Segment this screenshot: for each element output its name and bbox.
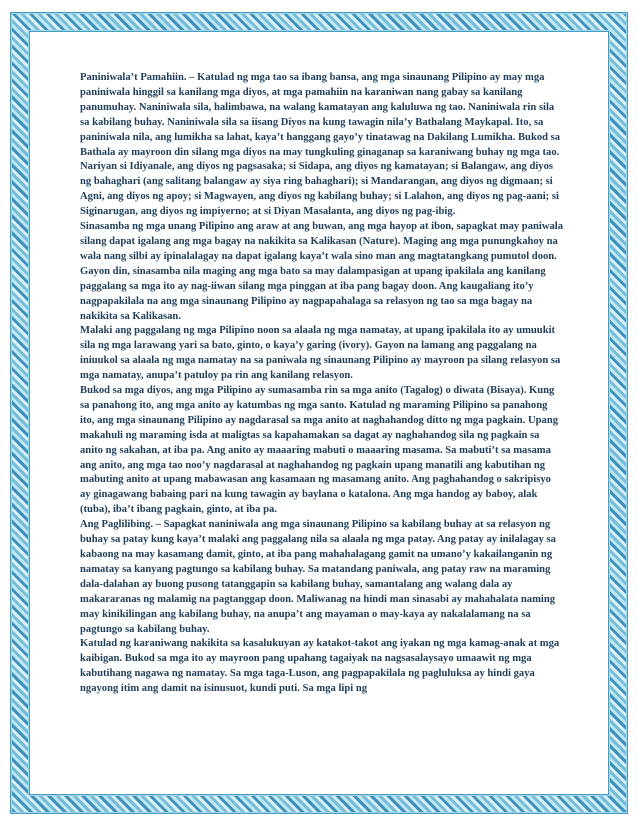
- paragraph: Katulad ng karaniwang nakikita sa kasalukuyan ay katakot-takot ang iyakan ng mga kamag-anak at mga kaibigan. Bukod sa mga ito ay mayroon pang upahang tagaiyak na nagsasalaysayo umaawit ng mga kabutihang nagawa ng namatay. Sa mga taga-Luson, ang pagpapakilala ng pagluluksa ay hindi gaya ngayong itim ang damit na isinusuot, kundi puti. Sa mga lipi ng: [80, 638, 560, 695]
- paragraph: Sinasamba ng mga unang Pilipino ang araw at ang buwan, ang mga hayop at ibon, sapagkat may paniwala silang dapat igalang ang mga bagay na nakikita sa Kalikasan (Nature). Maging ang mga punungkahoy na wala nang silbi ay ipinalalagay na dapat igalang kaya’t wala sino man ang magtatangkang pumutol doon. Gayon din, sinasamba nila maging ang mga bato sa may dalampasigan at upang ipakilala ang kanilang paggalang sa mga ito ay nag-iiwan silang mga pinggan at iba pang bagay doon. Ang kaugaliang ito’y nagpapakilala na ang mga sinaunang Pilipino ay nagpapahalaga sa relasyon ng tao sa mga bagay na nakikita sa Kalikasan.: [80, 221, 564, 322]
- body-text: [80, 71, 564, 697]
- paragraph: Ang Paglilibing. – Sapagkat naniniwala ang mga sinaunang Pilipino sa kabilang buhay at sa relasyon ng buhay sa patay kung kaya’t malaki ang paggalang nila sa alaala ng mga patay. Ang patay ay inilalagay sa kabaong na may kasamang damit, ginto, at iba pang mahahalagang gamit na umano’y kakailanganin ng namatay sa kanyang pagtungo sa kabilang buhay. Sa matandang paniwala, ang patay raw na maraming dala-dalahan ay buong pusong tatanggapin sa kabilang buhay, samantalang ang walang dala ay makararanas ng malamig na pagtanggap doon. Maliwanag na hindi man sinasabi ay mahahalata naming may kinikilingan ang kabilang buhay, na anupa’t ang mayaman o may-kaya ay nakalalamang na sa pagtungo sa kabilang buhay.: [80, 519, 556, 635]
- paragraph: Paniniwala’t Pamahiin. – Katulad ng mga tao sa ibang bansa, ang mga sinaunang Pilipino ay may mga paniniwala hinggil sa kanilang mga diyos, at mga pamahiin na karaniwan nang gabay sa kanilang panumuhay. Naniniwala sila, halimbawa, na walang kamatayan ang kaluluwa ng tao. Naniniwala rin sila sa kabilang buhay. Naniniwala sila sa iisang Diyos na kung tawagin nila’y Bathalang Maykapal. Ito, sa paniniwala nila, ang lumikha sa lahat, kaya’t hanggang gayo’y tinatawag na Dakilang Lumikha. Bukod sa Bathala ay mayroon din silang mga diyos na may tungkuling ginaganap sa karaniwang buhay ng mga tao. Nariyan si Idiyanale, ang diyos ng pagsasaka; si Sidapa, ang diyos ng kamatayan; si Balangaw, ang diyos ng bahaghari (ang salitang balangaw ay siya ring bahaghari); si Mandarangan, ang diyos ng digmaan; si Agni, ang diyos ng apoy; si Magwayen, ang diyos ng kabilang buhay; si Lalahon, ang diyos ng pag-aani; si Siginarugan, ang diyos ng impiyerno; at si Diyan Masalanta, ang diyos ng pag-ibig.: [80, 72, 561, 218]
- paragraph: Malaki ang paggalang ng mga Pilipino noon sa alaala ng mga namatay, at upang ipakilala ito ay umuukit sila ng mga larawang yari sa bato, ginto, o kaya’y garing (ivory). Gayon na lamang ang paggalang na iniuukol sa alaala ng mga namatay na sa paniwala ng sinaunang Pilipino ay mayroon pa silang relasyon sa mga namatay, anupa’t patuloy pa rin ang kanilang relasyon.: [80, 325, 561, 382]
- paragraph: Bukod sa mga diyos, ang mga Pilipino ay sumasamba rin sa mga anito (Tagalog) o diwata (Bisaya). Kung sa panahong ito, ang mga anito ay katumbas ng mga santo. Katulad ng maraming Pilipino sa panahong ito, ang mga sinaunang Pilipino ay nagdarasal sa mga anito at naghahandog ditto ng mga pagkain. Upang makahuli ng maraming isda at maligtas sa kapahamakan sa dagat ay naghahandog sila ng pagkain sa anito ng sakahan, at iba pa. Ang anito ay maaaring mabuti o maaaring masama. Sa mabuti’t sa masama ang anito, ang mga tao noo’y nagdarasal at naghahandog ng pagkain upang manatili ang kabutihan ng mabuting anito at upang mabawasan ang kasamaan ng masamang anito. Ang paghahandog o sakripisyo ay ginagawang babaing pari na kung tawagin ay baylana o katalona. Ang mga handog ay baboy, alak (tuba), iba’t ibang pagkain, ginto, at iba pa.: [80, 385, 559, 516]
